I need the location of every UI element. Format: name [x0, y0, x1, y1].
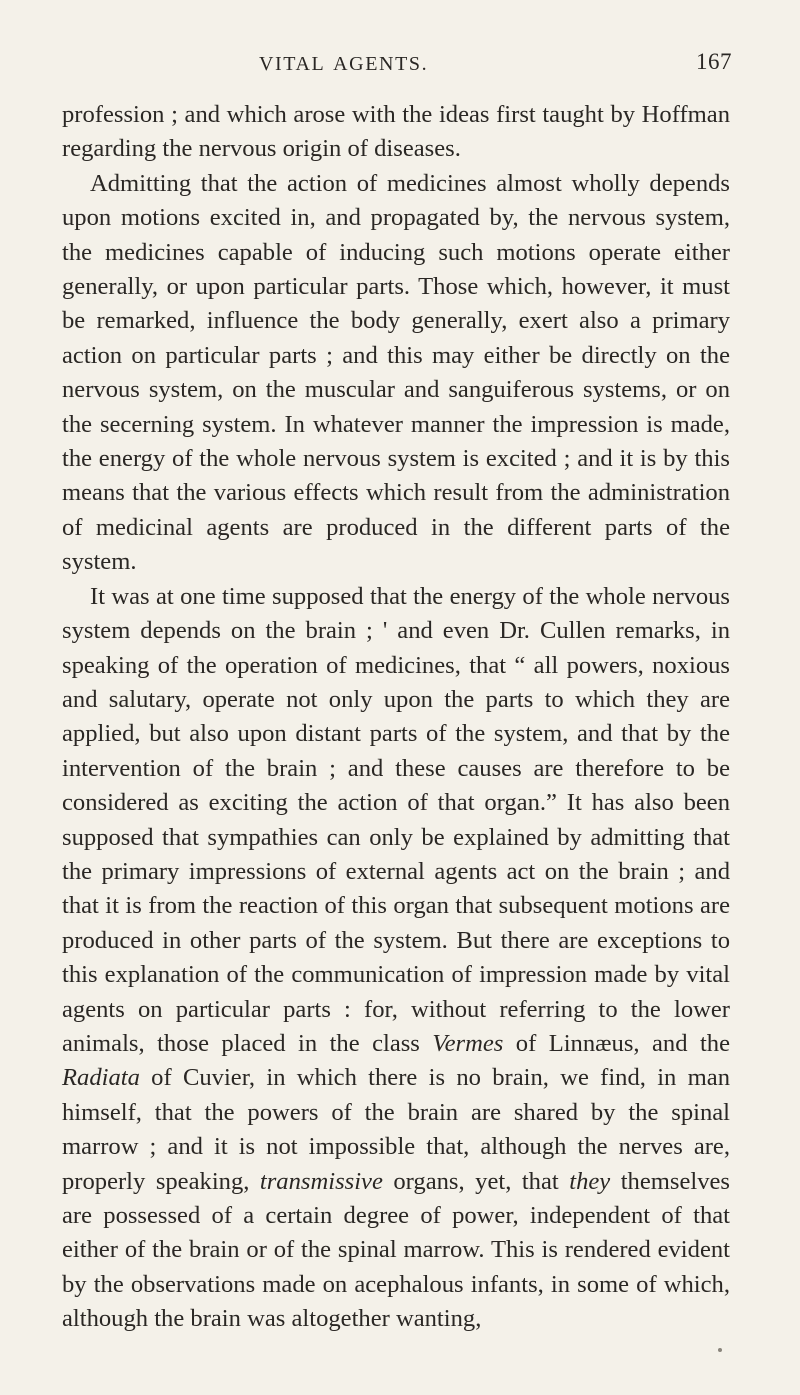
italic-term-radiata: Radiata	[62, 1064, 140, 1092]
paragraph-2	[62, 167, 730, 580]
paragraph-text: profession ; and which arose with the ideas first taught by Hoffman regarding the nervous origin of diseases.	[62, 101, 730, 163]
paragraph-text: organs, yet, that	[382, 1167, 570, 1195]
paragraph-3	[62, 580, 730, 1337]
page-number: 167	[696, 49, 732, 74]
paragraph-text: of Linnæus, and the	[503, 1029, 730, 1057]
running-head	[0, 49, 800, 83]
running-title: VITAL AGENTS.	[259, 53, 429, 75]
paper-speck	[718, 1348, 722, 1352]
paragraph-text: of Cuvier, in which there is no brain, we find, in man himself, that the powers of the brain are shared by the spinal marrow ; and it is not impossible that, although the nerves are, properly speaking,	[62, 1064, 730, 1195]
italic-term-transmissive: transmissive	[259, 1167, 383, 1195]
italic-term-vermes: Vermes	[432, 1029, 504, 1057]
paragraph-1	[62, 98, 730, 167]
body-text	[62, 98, 730, 1337]
paragraph-text: It was at one time supposed that the energy of the whole nervous system depends on the brain ; ' and even Dr. Cullen remarks, in speaking of the operation of medicines, that “ all powers, noxious and salutary, operate not only upon the parts to which they are applied, but also upon distant parts of the system, and that by the intervention of the brain ; and these causes are therefore to be considered as exciting the action of that organ.” It has also been supposed that sympathies can only be explained by admitting that the primary impressions of external agents act on the brain ; and that it is from the reaction of this organ that subsequent motions are produced in other parts of the system. But there are exceptions to this explanation of the communication of impression made by vital agents on particular parts : for, without referring to the lower animals, those placed in the class	[62, 582, 730, 1057]
paragraph-text: Admitting that the action of medicines almost wholly depends upon motions excited in, and propagated by, the nervous system, the medicines capable of inducing such motions operate either generally, or upon particular parts. Those which, however, it must be remarked, influence the body generally, exert also a primary action on particular parts ; and this may either be directly on the nervous system, on the muscular and sanguiferous systems, or on the secerning system. In whatever manner the impression is made, the energy of the whole nervous system is excited ; and it is by this means that the various effects which result from the administration of medicinal agents are produced in the different parts of the system.	[62, 169, 730, 576]
italic-term-they: they	[569, 1167, 611, 1195]
paragraph-text: themselves are possessed of a certain degree of power, independent of that either of the brain or of the spinal marrow. This is rendered evident by the observations made on acephalous infants, in some of which, although the brain was altogether wanting,	[62, 1167, 730, 1333]
